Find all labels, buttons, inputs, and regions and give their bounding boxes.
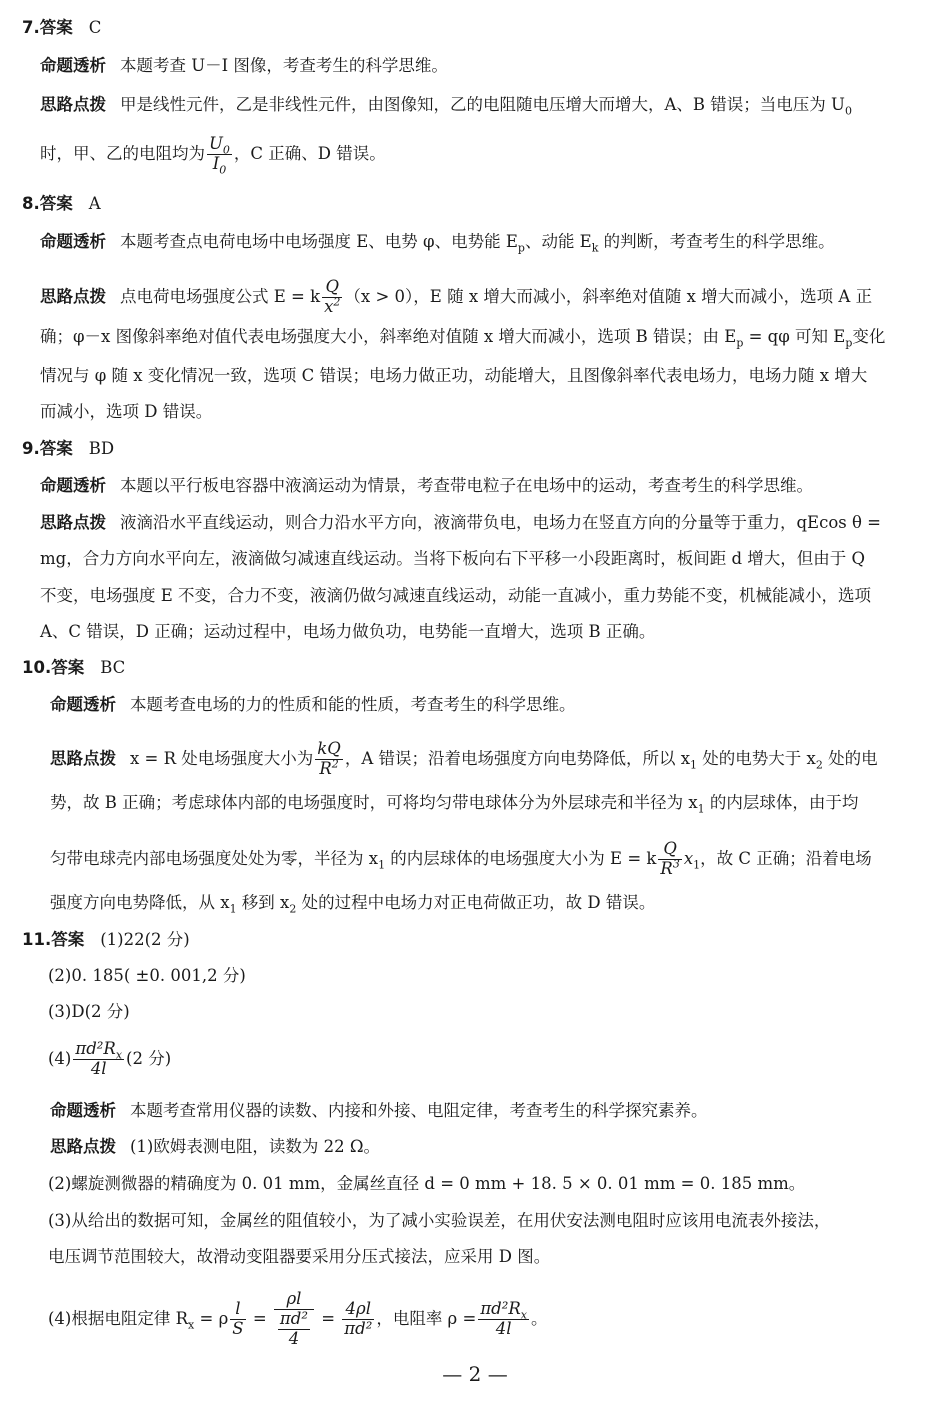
q7-number: 7. — [22, 18, 40, 37]
q8-hint-label: 思路点拨 — [40, 286, 106, 306]
q11-hint-label: 思路点拨 — [50, 1137, 116, 1156]
q11-ans1: (1)22(2 分) — [100, 930, 190, 949]
q11-answer-label: 答案 — [51, 930, 85, 949]
q8-number: 8. — [22, 194, 40, 213]
q11-number: 11. — [22, 930, 52, 949]
q11-hint3-line1: (3)从给出的数据可知，金属丝的阻值较小，为了减小实验误差，在用伏安法测电阻时应该用电流表外接法， — [48, 1211, 831, 1230]
q10-analysis-label: 命题透析 — [50, 695, 116, 714]
q11-hint-row1: 思路点拨 (1)欧姆表测电阻，读数为 22 Ω。 — [50, 1137, 381, 1156]
q10-answer-row — [22, 658, 125, 679]
q10-hint-row4: 强度方向电势降低，从 $x_1$ 移到 $x_2$ 处的过程中电场力对正电荷做正功，故 D 错误。 — [50, 893, 656, 916]
q11-hint2: (2)螺旋测微器的精确度为 0. 01 mm，金属丝直径 d = 0 mm + 18. 5 × 0. 01 mm = 0. 185 mm。 — [48, 1174, 806, 1193]
q9-hint-row3: 不变，电场强度 E 不变，合力不变，液滴仍做匀减速直线运动，动能一直减小，重力势能不变，机械能减小，选项 — [40, 586, 872, 605]
q9-hint-row2: mg，合力方向水平向左，液滴做匀减速直线运动。当将下板向右下平移一小段距离时，板间距 d 增大，但由于 Q — [40, 549, 866, 568]
q7-answer: C — [88, 18, 102, 37]
q8-fraction: $\frac{Q}{x^2}$ — [324, 277, 341, 316]
q7-analysis: 本题考查 U－I 图像，考查考生的科学思维。 — [120, 56, 448, 75]
q8-hint-row1: 思路点拨 点电荷电场强度公式 E = k $\frac{Q}{x^2}$ （x > 0），E 随 x 增大而减小，斜率绝对值随 x 增大而减小，选项 A 正 — [40, 277, 873, 316]
q7-analysis-label: 命题透析 — [40, 56, 106, 75]
q8-analysis: 本题考查点电荷电场中电场强度 E、电势 φ、电势能 E — [120, 232, 518, 251]
q10-answer-label: 答案 — [51, 658, 85, 677]
q11-answer-row — [22, 930, 190, 951]
q8-hint-row3: 情况与 φ 随 x 变化情况一致，选项 C 错误；电场力做正功，动能增大，且图像斜率代表电场力，电场力随 x 增大 — [40, 366, 868, 385]
q7-hint-sub: 0 — [844, 104, 852, 118]
q11-ans4: (4) $\frac{\pi d^2R_x}{4l}$ (2 分) — [48, 1039, 172, 1078]
q9-analysis-label: 命题透析 — [40, 476, 106, 495]
q9-analysis: 本题以平行板电容器中液滴运动为情景，考查带电粒子在电场中的运动，考查考生的科学思维。 — [120, 476, 813, 495]
q9-answer: BD — [88, 439, 115, 458]
q10-analysis: 本题考查电场的力的性质和能的性质，考查考生的科学思维。 — [130, 695, 576, 714]
q7-hint-label: 思路点拨 — [40, 95, 106, 114]
q7-hint-line2b: ，C 正确、D 错误。 — [233, 143, 386, 163]
q8-answer-label: 答案 — [39, 194, 73, 213]
q8-hint-row4: 而减小，选项 D 错误。 — [40, 402, 213, 421]
q9-number: 9. — [22, 439, 40, 458]
q7-answer-label: 答案 — [39, 18, 73, 37]
q7-analysis-row — [40, 56, 448, 77]
q11-analysis: 本题考查常用仪器的读数、内接和外接、电阻定律，考查考生的科学探究素养。 — [130, 1101, 708, 1120]
q10-analysis-row — [50, 695, 576, 716]
q11-ans4-fraction: $\frac{\pi d^2R_x}{4l}$ — [75, 1039, 123, 1078]
q11-hint3-line2: 电压调节范围较大，故滑动变阻器要采用分压式接法，应采用 D 图。 — [48, 1247, 551, 1266]
q10-fraction2: $\frac{Q}{R^3}$ — [660, 839, 680, 878]
q7-hint-line2a: 时，甲、乙的电阻均为 — [40, 143, 205, 163]
q10-hint-row1: 思路点拨 x = R 处电场强度大小为 $\frac{kQ}{R^2}$ ，A 错误；沿着电场强度方向电势降低，所以 $x_1$ 处的电势大于 $x_2$ 处的电 — [50, 739, 878, 778]
q8-analysis-label: 命题透析 — [40, 232, 106, 251]
q10-hint-label: 思路点拨 — [50, 748, 116, 768]
q11-ans2: (2)0. 185( ±0. 001,2 分) — [48, 966, 246, 985]
q9-hint-label: 思路点拨 — [40, 513, 106, 532]
q7-hint-row1 — [40, 95, 852, 116]
q9-hint-row1: 思路点拨 液滴沿水平直线运动，则合力沿水平方向，液滴带负电，电场力在竖直方向的分量等于重力，qEcos θ = — [40, 513, 881, 532]
q8-answer-row — [22, 194, 101, 215]
q10-hint-row3: 匀带电球壳内部电场强度处处为零，半径为 $x_1$ 的内层球体的电场强度大小为 E = k $\frac{Q}{R^3}$ $x_1$，故 C 正确；沿着电场 — [50, 839, 872, 878]
q8-hint-row2: 确；φ－x 图像斜率绝对值代表电场强度大小，斜率绝对值随 x 增大而减小，选项 B 错误；由 $E_p = q\varphi$ 可知 $E_p$变化 — [40, 327, 886, 350]
q9-hint-row4: A、C 错误，D 正确；运动过程中，电场力做负功，电势能一直增大，选项 B 正确。 — [40, 622, 656, 641]
q11-analysis-row — [50, 1101, 708, 1122]
q9-analysis-row — [40, 476, 813, 497]
q11-hint4: (4)根据电阻定律 $R_x = \rho$ $\frac{l}{S}$ = $\frac{\rho l}{\frac{\text{πd²}}{4}}$ = $\frac{4\rho l}{\text{πd²}}$ ，电阻率 ρ = $\frac{\pi d^2R_x}{4l}$ 。 — [48, 1289, 548, 1348]
q7-hint-row2 — [40, 134, 386, 177]
q10-number: 10. — [22, 658, 52, 677]
q10-answer: BC — [100, 658, 126, 677]
q9-answer-label: 答案 — [39, 439, 73, 458]
page-number: — 2 — — [442, 1362, 508, 1386]
q7-fraction: $\frac{U_0}{I_0}$ — [209, 134, 230, 177]
q10-hint-row2: 势，故 B 正确；考虑球体内部的电场强度时，可将均匀带电球体分为外层球壳和半径为 $x_1$ 的内层球体，由于均 — [50, 793, 859, 816]
q7-hint-line1: 甲是线性元件，乙是非线性元件，由图像知，乙的电阻随电压增大而增大，A、B 错误；当电压为 U — [120, 95, 845, 114]
q9-answer-row — [22, 439, 114, 460]
q7-answer-row — [22, 18, 101, 39]
q11-ans3: (3)D(2 分) — [48, 1002, 130, 1021]
q10-fraction1: $\frac{kQ}{R^2}$ — [317, 739, 341, 778]
q8-answer: A — [88, 194, 101, 213]
q11-analysis-label: 命题透析 — [50, 1101, 116, 1120]
q8-analysis-row: 命题透析 本题考查点电荷电场中电场强度 E、电势 φ、电势能 $E_p$、动能 $E_k$ 的判断，考查考生的科学思维。 — [40, 232, 835, 255]
